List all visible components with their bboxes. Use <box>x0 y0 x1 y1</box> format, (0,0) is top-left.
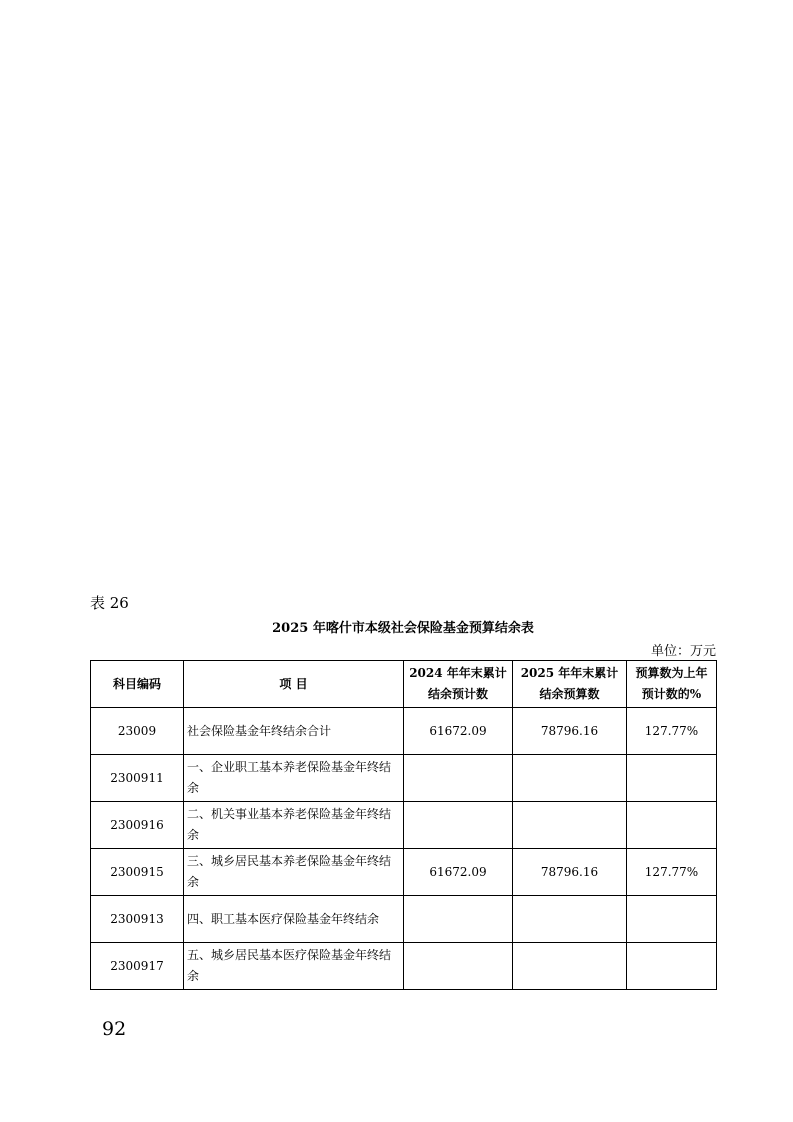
cell-2025-budget: 78796.16 <box>513 849 627 896</box>
cell-2024-estimate: 61672.09 <box>404 849 513 896</box>
table-title: 2025 年喀什市本级社会保险基金预算结余表 <box>272 621 534 636</box>
cell-2024-estimate <box>404 943 513 990</box>
budget-table <box>90 660 717 990</box>
column-header-ratio: 预算数为上年预计数的% <box>627 661 717 708</box>
unit-label: 单位：万元 <box>650 644 716 659</box>
table-header-row <box>91 661 717 708</box>
cell-code: 2300913 <box>91 896 184 943</box>
cell-ratio <box>627 755 717 802</box>
cell-code: 2300911 <box>91 755 184 802</box>
cell-2024-estimate: 61672.09 <box>404 708 513 755</box>
table-row <box>91 896 717 943</box>
cell-2025-budget <box>513 943 627 990</box>
cell-2025-budget <box>513 896 627 943</box>
cell-ratio: 127.77% <box>627 708 717 755</box>
cell-item: 四、职工基本医疗保险基金年终结余 <box>184 896 404 943</box>
cell-item: 一、企业职工基本养老保险基金年终结余 <box>184 755 404 802</box>
cell-code: 23009 <box>91 708 184 755</box>
table-row <box>91 943 717 990</box>
cell-item: 五、城乡居民基本医疗保险基金年终结余 <box>184 943 404 990</box>
cell-2025-budget <box>513 802 627 849</box>
table-row <box>91 849 717 896</box>
table-row <box>91 755 717 802</box>
column-header-2024-estimate: 2024 年年末累计结余预计数 <box>404 661 513 708</box>
page-number: 92 <box>102 1018 127 1040</box>
table-row <box>91 802 717 849</box>
cell-code: 2300916 <box>91 802 184 849</box>
cell-item: 二、机关事业基本养老保险基金年终结余 <box>184 802 404 849</box>
column-header-item: 项 目 <box>184 661 404 708</box>
table-label: 表 26 <box>90 594 129 612</box>
cell-2025-budget <box>513 755 627 802</box>
cell-2024-estimate <box>404 802 513 849</box>
cell-code: 2300917 <box>91 943 184 990</box>
cell-2024-estimate <box>404 896 513 943</box>
cell-item: 三、城乡居民基本养老保险基金年终结余 <box>184 849 404 896</box>
cell-2025-budget: 78796.16 <box>513 708 627 755</box>
cell-2024-estimate <box>404 755 513 802</box>
cell-code: 2300915 <box>91 849 184 896</box>
cell-ratio <box>627 896 717 943</box>
column-header-2025-budget: 2025 年年末累计结余预算数 <box>513 661 627 708</box>
cell-ratio <box>627 802 717 849</box>
cell-ratio <box>627 943 717 990</box>
column-header-code: 科目编码 <box>91 661 184 708</box>
table-row <box>91 708 717 755</box>
cell-ratio: 127.77% <box>627 849 717 896</box>
cell-item: 社会保险基金年终结余合计 <box>184 708 404 755</box>
